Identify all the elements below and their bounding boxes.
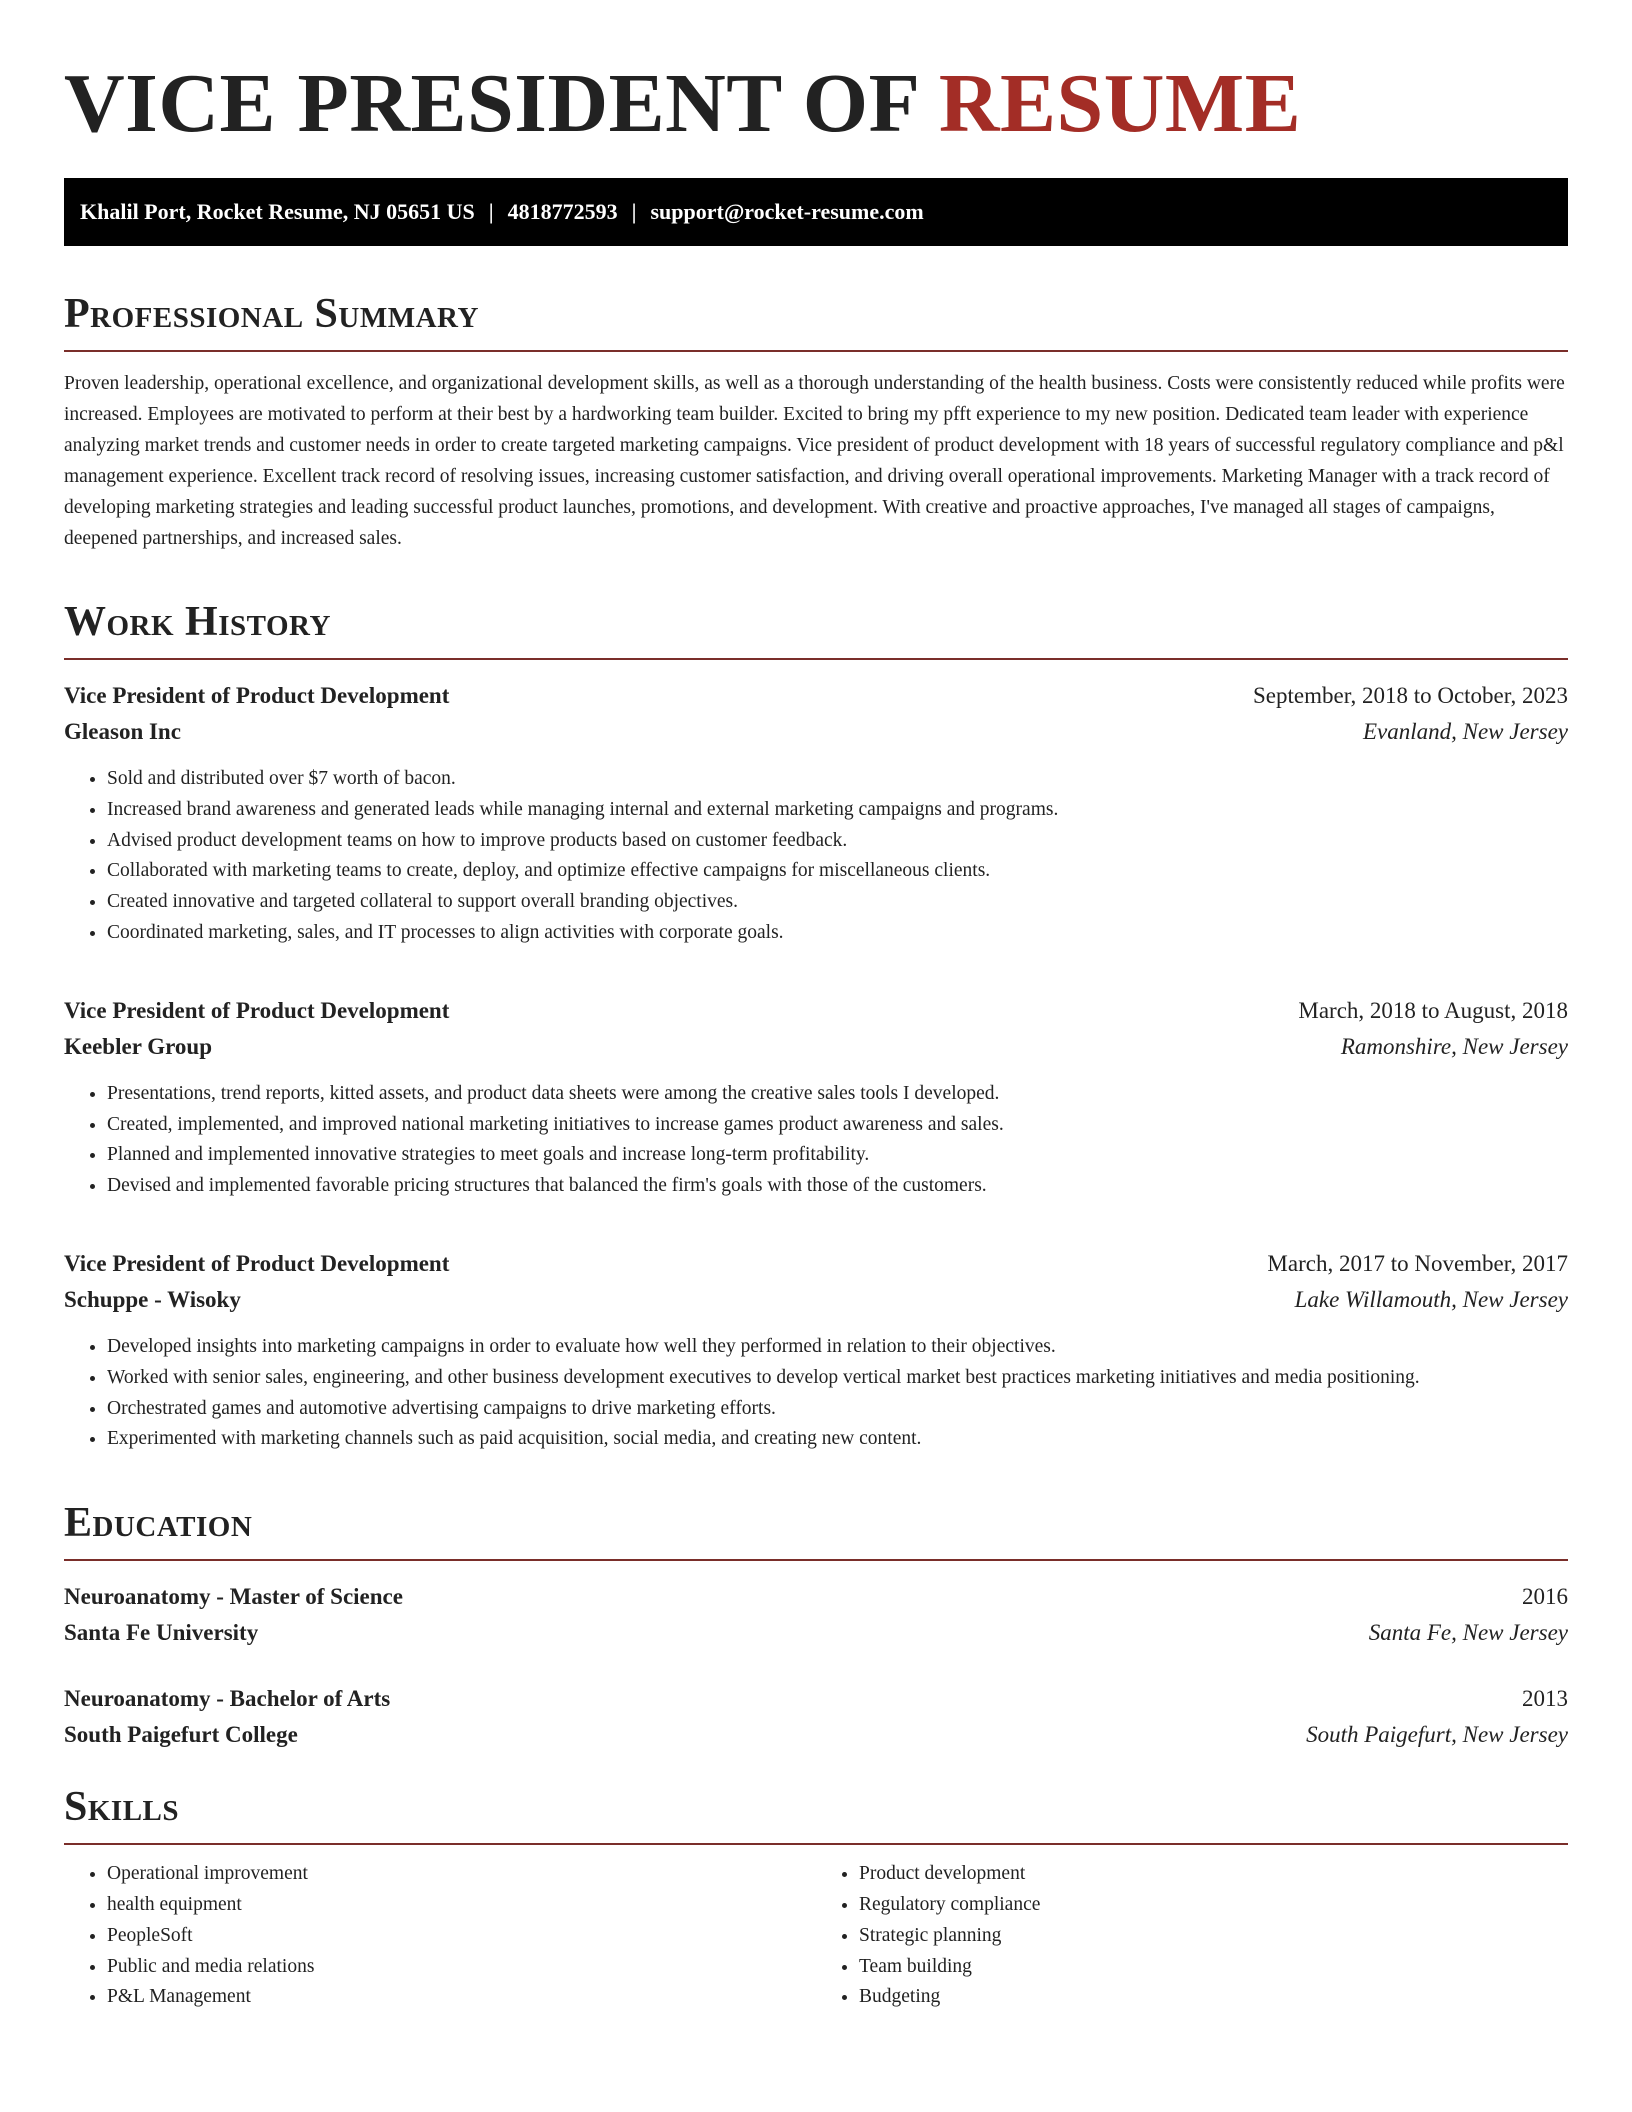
job-bullet: • Orchestrated games and automotive advertising campaigns to drive marketing efforts. <box>107 1394 1568 1425</box>
job-header-row <box>64 678 1568 714</box>
job-bullet: • Devised and implemented favorable pricing structures that balanced the firm's goals with those of the customers. <box>107 1171 1568 1202</box>
section-title-education: Education <box>64 1500 253 1547</box>
education-school: South Paigefurt College <box>64 1722 298 1748</box>
education-section <box>64 1499 1568 1753</box>
skills-columns <box>64 1859 1568 2013</box>
section-divider <box>64 350 1568 352</box>
skill-item: • health equipment <box>107 1890 816 1921</box>
job-location: Evanland, New Jersey <box>1362 719 1568 744</box>
job-bullet-list <box>64 1332 1568 1455</box>
name-accent: RESUME <box>938 57 1302 150</box>
skill-item: • Regulatory compliance <box>859 1890 1568 1921</box>
job-bullet-list <box>64 1079 1568 1202</box>
skills-section <box>64 1783 1568 2013</box>
education-school-row <box>64 1717 1568 1753</box>
education-year: 2016 <box>1522 1584 1568 1610</box>
job-bullet: • Presentations, trend reports, kitted assets, and product data sheets were among the creative sales tools I developed. <box>107 1079 1568 1110</box>
job-header-row <box>64 1246 1568 1282</box>
education-location: South Paigefurt, New Jersey <box>1306 1722 1568 1748</box>
education-degree: Neuroanatomy - Bachelor of Arts <box>64 1686 391 1712</box>
section-divider <box>64 658 1568 660</box>
contact-email: support@rocket-resume.com <box>650 199 924 224</box>
job-dates: March, 2017 to November, 2017 <box>1267 1250 1568 1276</box>
resume-name-heading <box>64 0 1568 152</box>
job-company: Gleason Inc <box>64 719 181 744</box>
job-bullet: • Coordinated marketing, sales, and IT processes to align activities with corporate goals. <box>107 918 1568 949</box>
job-bullet: • Worked with senior sales, engineering, and other business development executives to develop vertical market best practices marketing initiatives and media positioning. <box>107 1363 1568 1394</box>
education-school: Santa Fe University <box>64 1620 259 1646</box>
education-school-row <box>64 1615 1568 1651</box>
job-entry <box>64 993 1568 1202</box>
section-title-summary: Professional Summary <box>64 291 479 337</box>
section-divider <box>64 1843 1568 1845</box>
skills-list-left <box>64 1859 816 2013</box>
job-dates: March, 2018 to August, 2018 <box>1298 997 1568 1023</box>
job-bullet: • Developed insights into marketing campaigns in order to evaluate how well they performed in relation to their objectives. <box>107 1332 1568 1363</box>
job-bullet: • Planned and implemented innovative strategies to meet goals and increase long-term profitability. <box>107 1140 1568 1171</box>
skill-item: • Team building <box>859 1952 1568 1983</box>
name-main: VICE PRESIDENT OF <box>64 57 918 150</box>
skill-item: • Operational improvement <box>107 1859 816 1890</box>
job-bullet-list <box>64 764 1568 949</box>
job-company-row <box>64 1282 1568 1318</box>
skill-item: • Budgeting <box>859 1982 1568 2013</box>
job-company-row <box>64 714 1568 750</box>
skill-item: • PeopleSoft <box>107 1921 816 1952</box>
job-bullet: • Increased brand awareness and generated leads while managing internal and external marketing campaigns and programs. <box>107 795 1568 826</box>
job-entry <box>64 678 1568 949</box>
section-title-skills: Skills <box>64 1784 180 1831</box>
section-title-work-history: Work History <box>64 599 331 645</box>
summary-section <box>64 290 1568 554</box>
job-title: Vice President of Product Development <box>64 683 450 708</box>
work-history-section <box>64 598 1568 1455</box>
education-header-row <box>64 1681 1568 1717</box>
contact-bar <box>64 178 1568 246</box>
job-company: Schuppe - Wisoky <box>64 1286 241 1312</box>
summary-text: Proven leadership, operational excellence, and organizational development skills, as well as a thorough understanding of the health business. Costs were consistently reduced while profits were increased. Employees are motivated to perform at their best by a hardworking team builder. Excited to bring my pfft experience to my new position. Dedicated team leader with experience analyzing market trends and customer needs in order to create targeted marketing campaigns. Vice president of product development with 18 years of successful regulatory compliance and p&l management experience. Excellent track record of resolving issues, increasing customer satisfaction, and driving overall operational improvements. Marketing Manager with a track record of developing marketing strategies and leading successful product launches, promotions, and development. With creative and proactive approaches, I've managed all stages of campaigns, deepened partnerships, and increased sales. <box>64 373 1565 549</box>
skill-item: • P&L Management <box>107 1982 816 2013</box>
section-divider <box>64 1559 1568 1561</box>
job-header-row <box>64 993 1568 1029</box>
contact-separator: | <box>488 199 494 224</box>
skill-item: • Strategic planning <box>859 1921 1568 1952</box>
job-bullet: • Created, implemented, and improved national marketing initiatives to increase games product awareness and sales. <box>107 1110 1568 1141</box>
skill-item: • Public and media relations <box>107 1952 816 1983</box>
skills-list-right <box>816 1859 1568 2013</box>
skill-item: • Product development <box>859 1859 1568 1890</box>
contact-address: Khalil Port, Rocket Resume, NJ 05651 US <box>80 199 475 224</box>
job-title: Vice President of Product Development <box>64 997 450 1023</box>
job-bullet: • Created innovative and targeted collateral to support overall branding objectives. <box>107 887 1568 918</box>
education-entry <box>64 1579 1568 1651</box>
job-bullet: • Collaborated with marketing teams to create, deploy, and optimize effective campaigns for miscellaneous clients. <box>107 856 1568 887</box>
contact-separator: | <box>631 199 637 224</box>
job-bullet: • Sold and distributed over $7 worth of bacon. <box>107 764 1568 795</box>
education-year: 2013 <box>1522 1686 1568 1712</box>
education-entry <box>64 1681 1568 1753</box>
job-location: Ramonshire, New Jersey <box>1340 1033 1568 1059</box>
education-header-row <box>64 1579 1568 1615</box>
job-title: Vice President of Product Development <box>64 1250 450 1276</box>
job-company: Keebler Group <box>64 1033 213 1059</box>
job-bullet: • Experimented with marketing channels such as paid acquisition, social media, and creating new content. <box>107 1424 1568 1455</box>
education-degree: Neuroanatomy - Master of Science <box>64 1584 403 1610</box>
job-bullet: • Advised product development teams on how to improve products based on customer feedback. <box>107 826 1568 857</box>
job-entry <box>64 1246 1568 1455</box>
job-dates: September, 2018 to October, 2023 <box>1253 683 1568 708</box>
education-location: Santa Fe, New Jersey <box>1368 1620 1568 1646</box>
job-location: Lake Willamouth, New Jersey <box>1294 1286 1568 1312</box>
job-company-row <box>64 1029 1568 1065</box>
contact-phone: 4818772593 <box>507 199 618 224</box>
